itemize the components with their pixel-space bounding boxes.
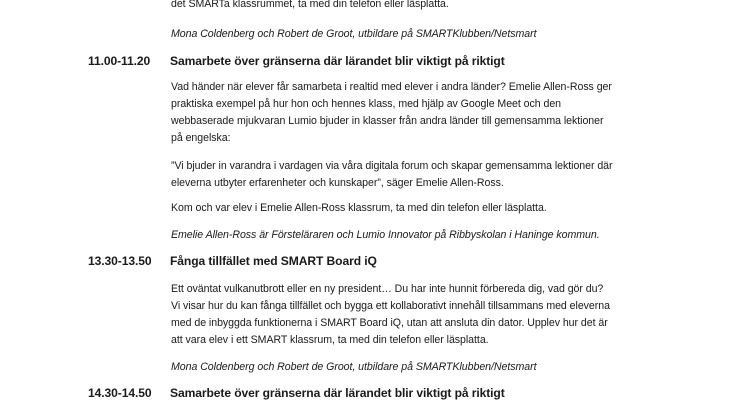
intro-tail-line: det SMARTa klassrummet, ta med din telefon eller läsplatta. [171, 0, 449, 10]
session-paragraph-line: Vad händer när elever får samarbeta i realtid med elever i andra länder? Emelie Allen-Ross ger [171, 81, 612, 93]
session-credit: Emelie Allen-Ross är Försteläraren och Lumio Innovator på Ribbyskolan i Haninge kommun. [171, 229, 600, 241]
session-heading [88, 386, 505, 401]
session-invite: Kom och var elev i Emelie Allen-Ross klassrum, ta med din telefon eller läsplatta. [171, 202, 547, 214]
session-paragraph-line: praktiska exempel på hur hon och hennes klass, med hjälp av Google Meet och den [171, 98, 562, 110]
session-credit: Mona Coldenberg och Robert de Groot, utbildare på SMARTKlubben/Netsmart [171, 361, 537, 373]
session-time: 14.30-14.50 [88, 386, 152, 400]
session-heading [88, 254, 377, 269]
session-heading [88, 54, 505, 69]
session-paragraph-line: Ett oväntat vulkanutbrott eller en ny president… Du har inte hunnit förbereda dig, vad gör du? [171, 283, 604, 295]
session-title: Fånga tillfället med SMART Board iQ [170, 254, 377, 268]
session-quote-line: eleverna utbyter erfarenheter och kunskaper”, säger Emelie Allen-Ross. [171, 177, 504, 189]
session-title: Samarbete över gränserna där lärandet blir viktigt på riktigt [170, 54, 505, 68]
session-time: 11.00-11.20 [88, 54, 151, 68]
session-paragraph-line: på engelska: [171, 132, 231, 144]
session-time: 13.30-13.50 [88, 254, 152, 268]
session-title: Samarbete över gränserna där lärandet blir viktigt på riktigt [170, 386, 505, 400]
intro-credit: Mona Coldenberg och Robert de Groot, utbildare på SMARTKlubben/Netsmart [171, 28, 537, 40]
session-paragraph-line: att vara elev i ett SMART klassrum, ta med din telefon eller läsplatta. [171, 334, 489, 346]
session-paragraph-line: webbaserade mjukvaran Lumio bjuder in klasser från andra länder till gemensamma lektioner [171, 115, 604, 127]
session-paragraph-line: med de inbyggda funktionerna i SMART Board iQ, utan att ansluta din dator. Upplev hur det är [171, 317, 608, 329]
session-paragraph-line: Vi visar hur du kan fånga tillfället och bygga ett kollaborativt innehåll tillsammans med eleverna [171, 300, 610, 312]
session-quote-line: ”Vi bjuder in varandra i vardagen via våra digitala forum och skapar gemensamma lektioner där [171, 160, 613, 172]
